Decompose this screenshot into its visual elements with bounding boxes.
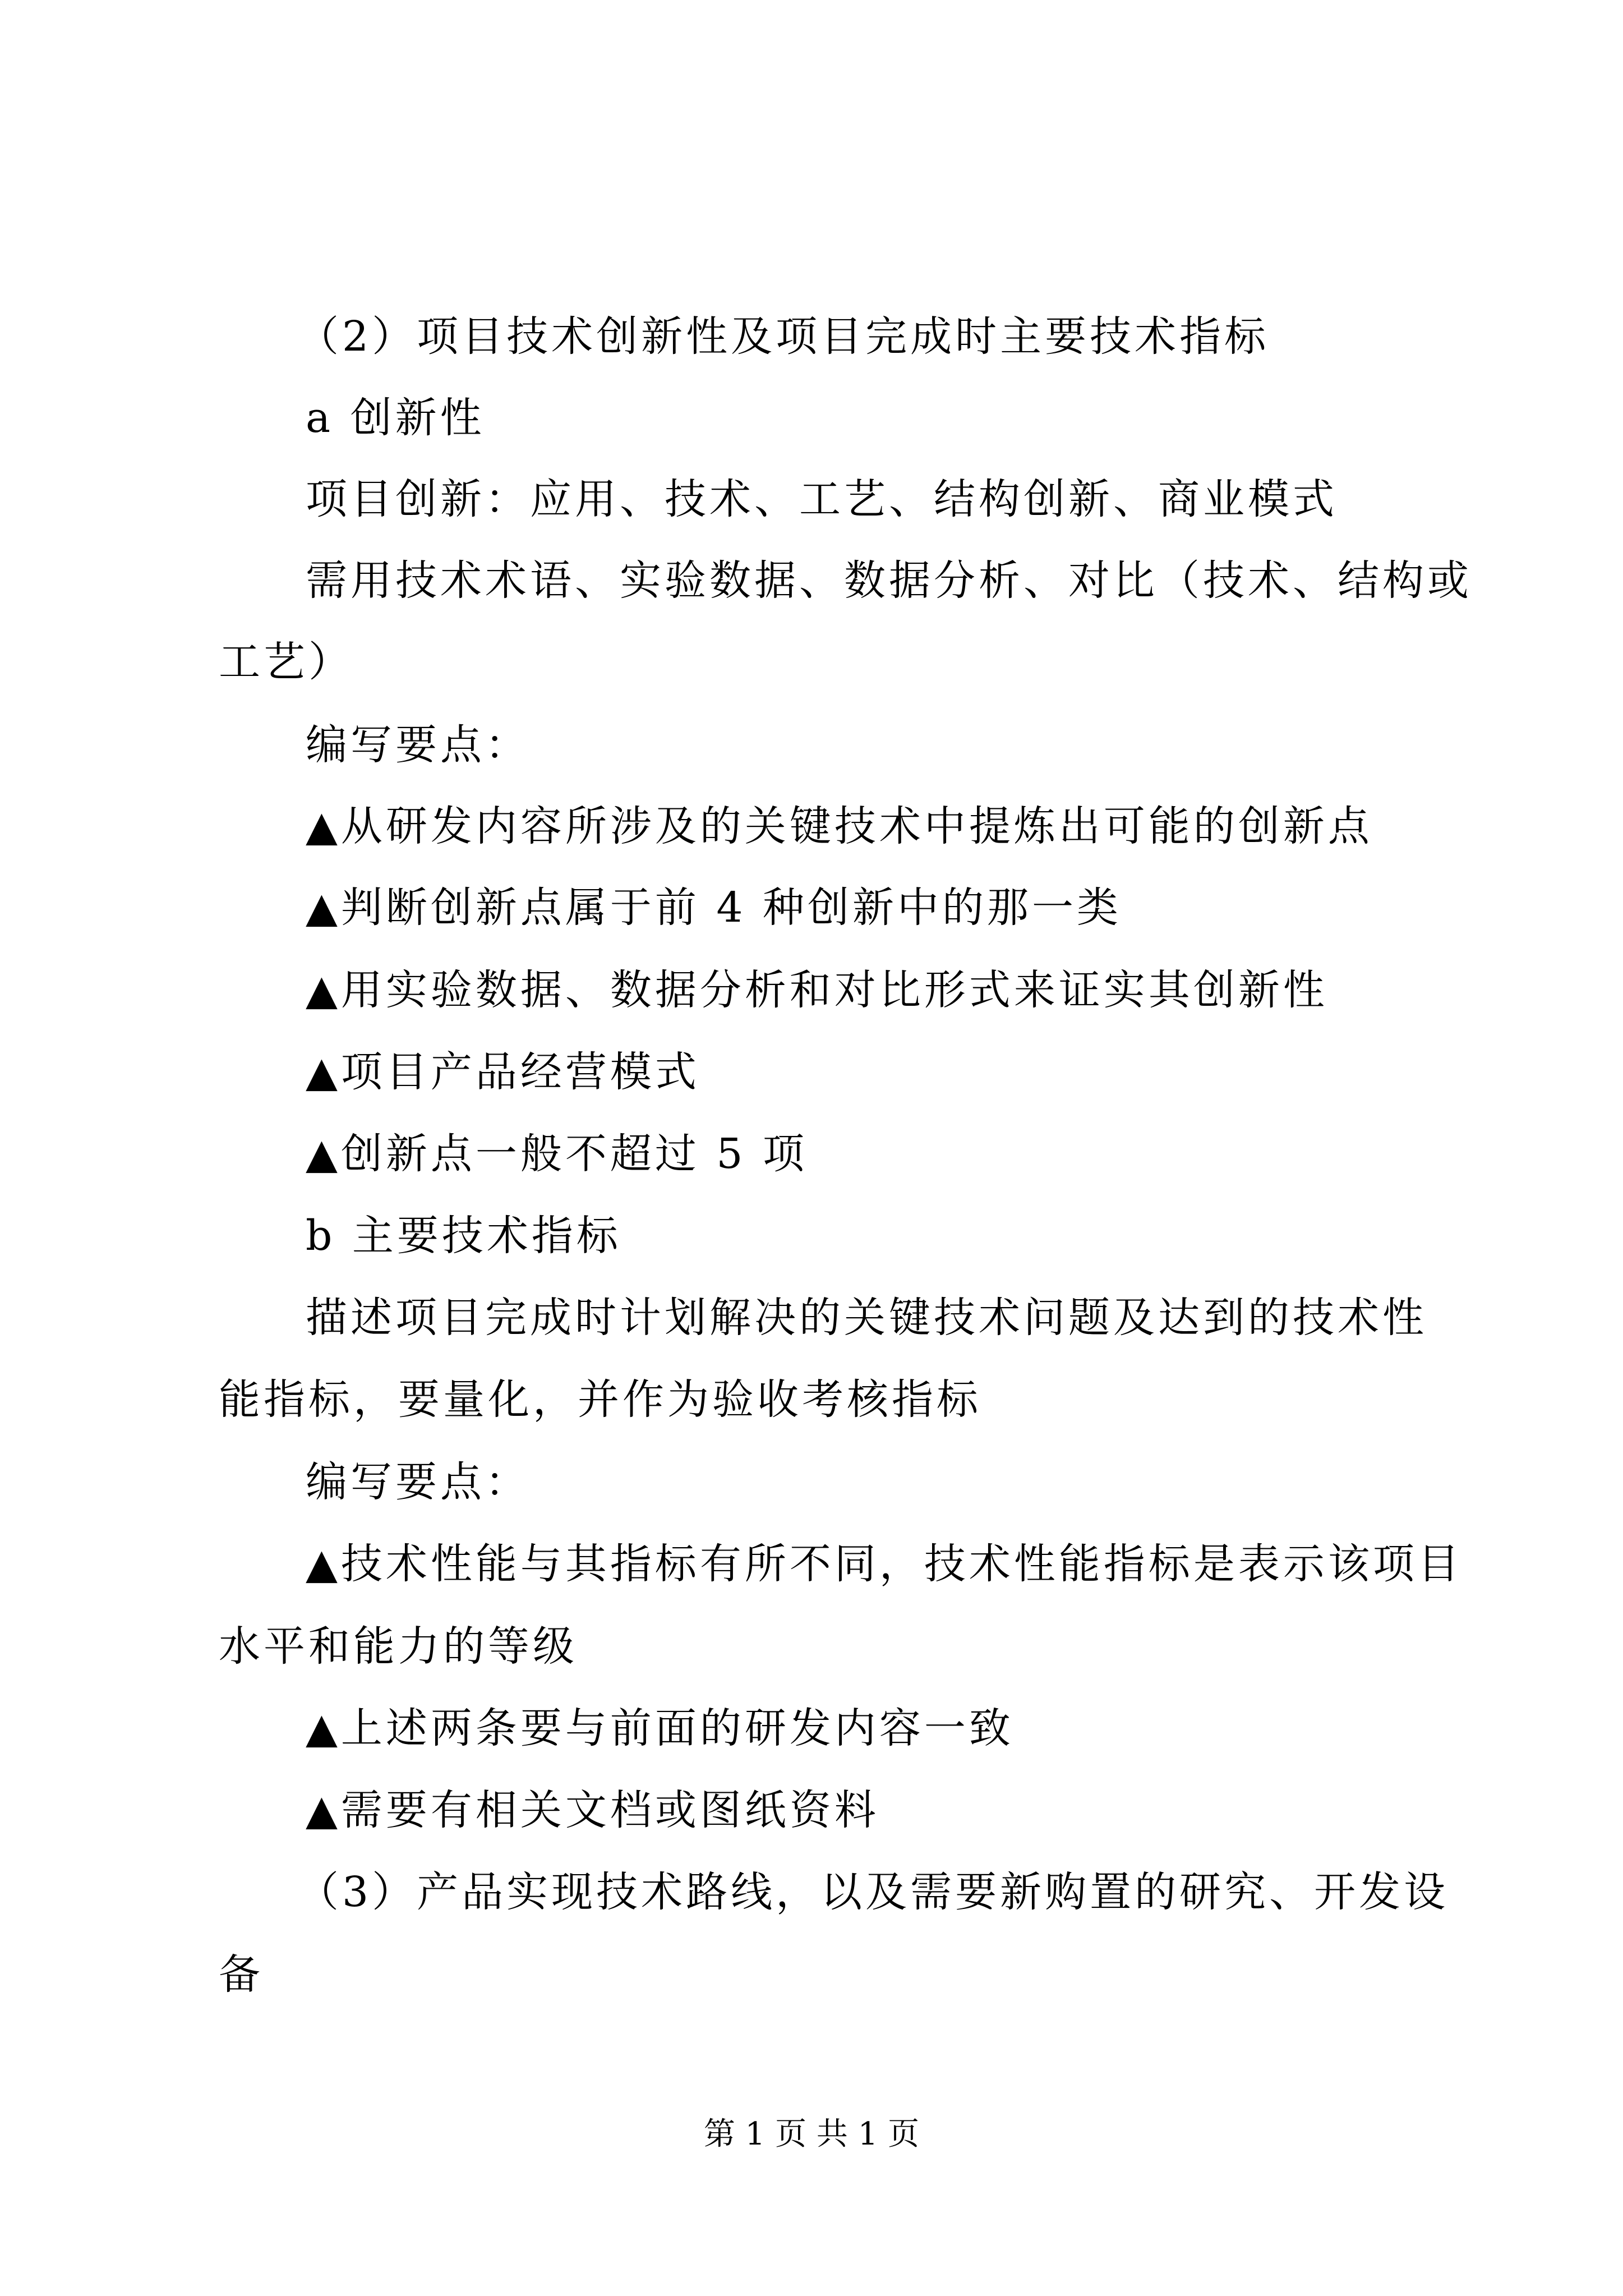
bullet-item: ▲从研发内容所涉及的关键技术中提炼出可能的创新点 [306, 802, 1373, 850]
page-footer: 第 1 页 共 1 页 [703, 2116, 920, 2152]
bullet-item: ▲技术性能与其指标有所不同，技术性能指标是表示该项目 [306, 1540, 1463, 1588]
bullet-item: ▲上述两条要与前面的研发内容一致 [306, 1704, 1014, 1752]
writing-points-label: 编写要点： [306, 1458, 530, 1506]
paragraph-line: 工艺） [219, 638, 353, 686]
section-heading-3: （3）产品实现技术路线，以及需要新购置的研究、开发设 [297, 1868, 1449, 1916]
paragraph-line: 水平和能力的等级 [219, 1622, 578, 1671]
paragraph-line: 备 [219, 1950, 264, 1999]
paragraph-line: 项目创新：应用、技术、工艺、结构创新、商业模式 [306, 475, 1338, 523]
bullet-item: ▲创新点一般不超过 5 项 [306, 1130, 808, 1178]
section-heading-2: （2）项目技术创新性及项目完成时主要技术指标 [297, 312, 1270, 361]
bullet-item: ▲需要有相关文档或图纸资料 [306, 1786, 879, 1834]
subheading-a: a 创新性 [306, 394, 485, 442]
bullet-item: ▲项目产品经营模式 [306, 1048, 700, 1096]
paragraph-line: 能指标，要量化，并作为验收考核指标 [219, 1375, 981, 1424]
writing-points-label: 编写要点： [306, 721, 530, 769]
bullet-item: ▲判断创新点属于前 4 种创新中的那一类 [306, 884, 1122, 932]
subheading-b: b 主要技术指标 [306, 1212, 621, 1260]
paragraph-line: 描述项目完成时计划解决的关键技术问题及达到的技术性 [306, 1294, 1427, 1342]
bullet-item: ▲用实验数据、数据分析和对比形式来证实其创新性 [306, 966, 1328, 1014]
paragraph-line: 需用技术术语、实验数据、数据分析、对比（技术、结构或 [306, 556, 1472, 605]
